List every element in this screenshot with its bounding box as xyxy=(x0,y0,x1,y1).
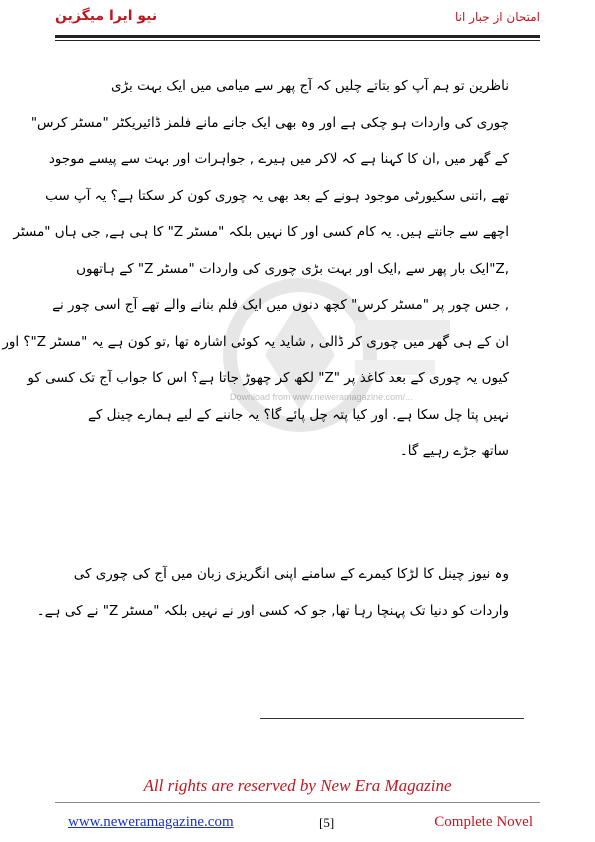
text-line: وہ نیوز چینل کا لڑکا کیمرے کے سامنے اپنی انگریزی زبان میں آج کی چوری کی xyxy=(73,566,509,582)
paragraph-2 xyxy=(36,566,509,639)
novel-title: امتحان از جبار انا xyxy=(455,10,540,24)
text-line: چوری کی واردات ہو چکی ہے اور وہ بھی ایک جانے مانے فلمز ڈائیریکٹر "مسٹر کرس" xyxy=(30,114,509,131)
paragraph-1 xyxy=(2,78,509,480)
page-header xyxy=(55,8,540,34)
text-line: , جس چور پر "مسٹر کرس" کچھ دنوں میں ایک فلم بنانے والے تھے آج اسی چور نے xyxy=(52,297,509,313)
text-line: ساتھ جڑے رہیے گا۔ xyxy=(399,443,509,459)
watermark-text: Download from www.neweramagazine.com/... xyxy=(230,392,413,402)
text-line: کے گھر میں ,ان کا کہنا ہے کہ لاکر میں ہیرے , جواہرات اور بہت سے پیسے موجود xyxy=(48,151,509,167)
page-number: [5] xyxy=(319,815,335,830)
footer-rule xyxy=(55,802,540,803)
rights-notice: All rights are reserved by New Era Magazine xyxy=(143,776,452,795)
text-line: ناظرین تو ہم آپ کو بتاتے چلیں کہ آج پھر سے میامی میں ایک بہت بڑی xyxy=(111,78,509,94)
text-line: واردات کو دنیا تک پہنچا رہا تھا, جو کہ کسی اور نے نہیں بلکہ "مسٹر Z" نے کی ہے۔ xyxy=(36,602,509,619)
page-footer xyxy=(55,814,540,834)
text-line: کیوں یہ چوری کے بعد کاغذ پر "Z" لکھ کر چھوڑ جاتا ہے؟ اس کا جواب آج تک کسی کو xyxy=(27,370,509,386)
complete-novel-label: Complete Novel xyxy=(434,814,533,830)
section-end-rule xyxy=(260,718,524,719)
text-line: ,Z"ایک بار پھر سے ,ایک اور بہت بڑی چوری کی واردات "مسٹر Z" کے ہاتھوں xyxy=(76,260,509,277)
text-line: تھے ,اتنی سکیورٹی موجود ہونے کے بعد بھی یہ چوری کون کر سکتا ہے؟ یہ آپ سب xyxy=(45,187,509,204)
header-rule xyxy=(55,35,540,38)
header-rule-thin xyxy=(55,40,540,41)
text-line: نہیں پتا چل سکا ہے. اور کیا پتہ چل پائے گا؟ یہ جاننے کے لیے ہمارے چینل کے xyxy=(87,406,509,423)
text-line: ان کے ہی گھر میں چوری کر ڈالی , شاید یہ کوئی اشارہ تھا ,تو کون ہے یہ "مسٹر Z"؟ اور xyxy=(2,333,509,350)
website-link[interactable]: www.neweramagazine.com xyxy=(68,814,234,830)
magazine-name: نیو ایرا میگزین xyxy=(55,8,158,24)
text-line: اچھے سے جانتے ہیں. یہ کام کسی اور کا نہیں بلکہ "مسٹر Z" کا ہی ہے, جی ہاں "مسٹر xyxy=(13,224,509,240)
